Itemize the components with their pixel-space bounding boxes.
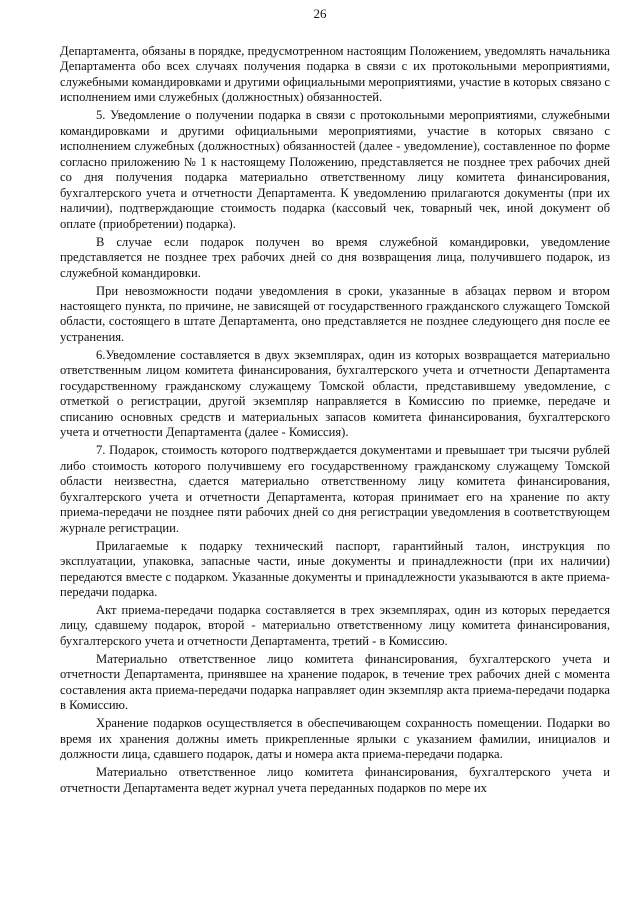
paragraph-business-trip: В случае если подарок получен во время служебной командировки, уведомление представляется не позднее трех рабочих дней со дня возвращения лица, получившего подарок, из служебной командировки. (60, 234, 610, 280)
paragraph-deadline-exception: При невозможности подачи уведомления в сроки, указанные в абзацах первом и втором настоящего пункта, по причине, не зависящей от государственного гражданского служащего Томской области, состоящего в штате Департамента, оно представляется не позднее следующего дня после ее устранения. (60, 283, 610, 344)
paragraph-responsible-person: Материально ответственное лицо комитета финансирования, бухгалтерского учета и отчетности Департамента, принявшее на хранение подарок, в течение трех рабочих дней с момента составления акта приема-передачи подарка направляет один экземпляр акта приема-передачи подарка в Комиссию. (60, 651, 610, 713)
paragraph-item-5: 5. Уведомление о получении подарка в связи с протокольными мероприятиями, служебными командировками и другими официальными мероприятиями, участие в которых связано с исполнением служебных (должностных) обязанностей (далее - уведомление), составленное по форме согласно приложению № 1 к настоящему Положению, представляется не позднее трех рабочих дней со дня получения подарка материально ответственному лицу комитета финансирования, бухгалтерского учета и отчетности Департамента. К уведомлению прилагаются документы (при их наличии), подтверждающие стоимость подарка (кассовый чек, товарный чек, иной документ об оплате (приобретении) подарка). (60, 108, 610, 231)
document-body (60, 44, 610, 796)
paragraph-storage: Хранение подарков осуществляется в обеспечивающем сохранность помещении. Подарки во время их хранения должны иметь прикрепленные ярлыки с указанием фамилии, инициалов и должности лица, сдавшего подарок, даты и номера акта приема-передачи подарка. (60, 716, 610, 762)
paragraph-continuation: Департамента, обязаны в порядке, предусмотренном настоящим Положением, уведомлять начальника Департамента обо всех случаях получения подарка в связи с их протокольными мероприятиями, служебными командировками и другими официальными мероприятиями, участие в которых связано с исполнением ими служебных (должностных) обязанностей. (60, 44, 610, 105)
paragraph-transfer-act: Акт приема-передачи подарка составляется в трех экземплярах, один из которых передается лицу, сдавшему подарок, второй - материально ответственному лицу комитета финансирования, бухгалтерского учета и отчетности Департамента, третий - в Комиссию. (60, 603, 610, 648)
paragraph-item-6: 6.Уведомление составляется в двух экземплярах, один из которых возвращается материально ответственным лицом комитета финансирования, бухгалтерского учета и отчетности Департамента государственному гражданскому служащему Томской области, представившему уведомление, с отметкой о регистрации, другой экземпляр направляется в Комиссию по приемке, передаче и списанию основных средств и материальных запасов комитета финансирования, бухгалтерского учета и отчетности Департамента (далее - Комиссия). (60, 347, 610, 440)
paragraph-attachments: Прилагаемые к подарку технический паспорт, гарантийный талон, инструкция по эксплуатации, упаковка, запасные части, иные документы и принадлежности (при их наличии) передаются вместе с подарком. Указанные документы и принадлежности указываются в акте приема-передачи подарка. (60, 538, 610, 599)
paragraph-journal: Материально ответственное лицо комитета финансирования, бухгалтерского учета и отчетности Департамента ведет журнал учета переданных подарков по мере их (60, 765, 610, 795)
paragraph-item-7: 7. Подарок, стоимость которого подтверждается документами и превышает три тысячи рублей либо стоимость которого получившему его государственному гражданскому служащему Томской области неизвестна, сдается материально ответственному лицу комитета финансирования, бухгалтерского учета и отчетности Департамента, которая принимает его на хранение по акту приема-передачи не позднее пяти рабочих дней со дня регистрации уведомления в соответствующем журнале регистрации. (60, 443, 610, 535)
page-number: 26 (313, 6, 327, 21)
